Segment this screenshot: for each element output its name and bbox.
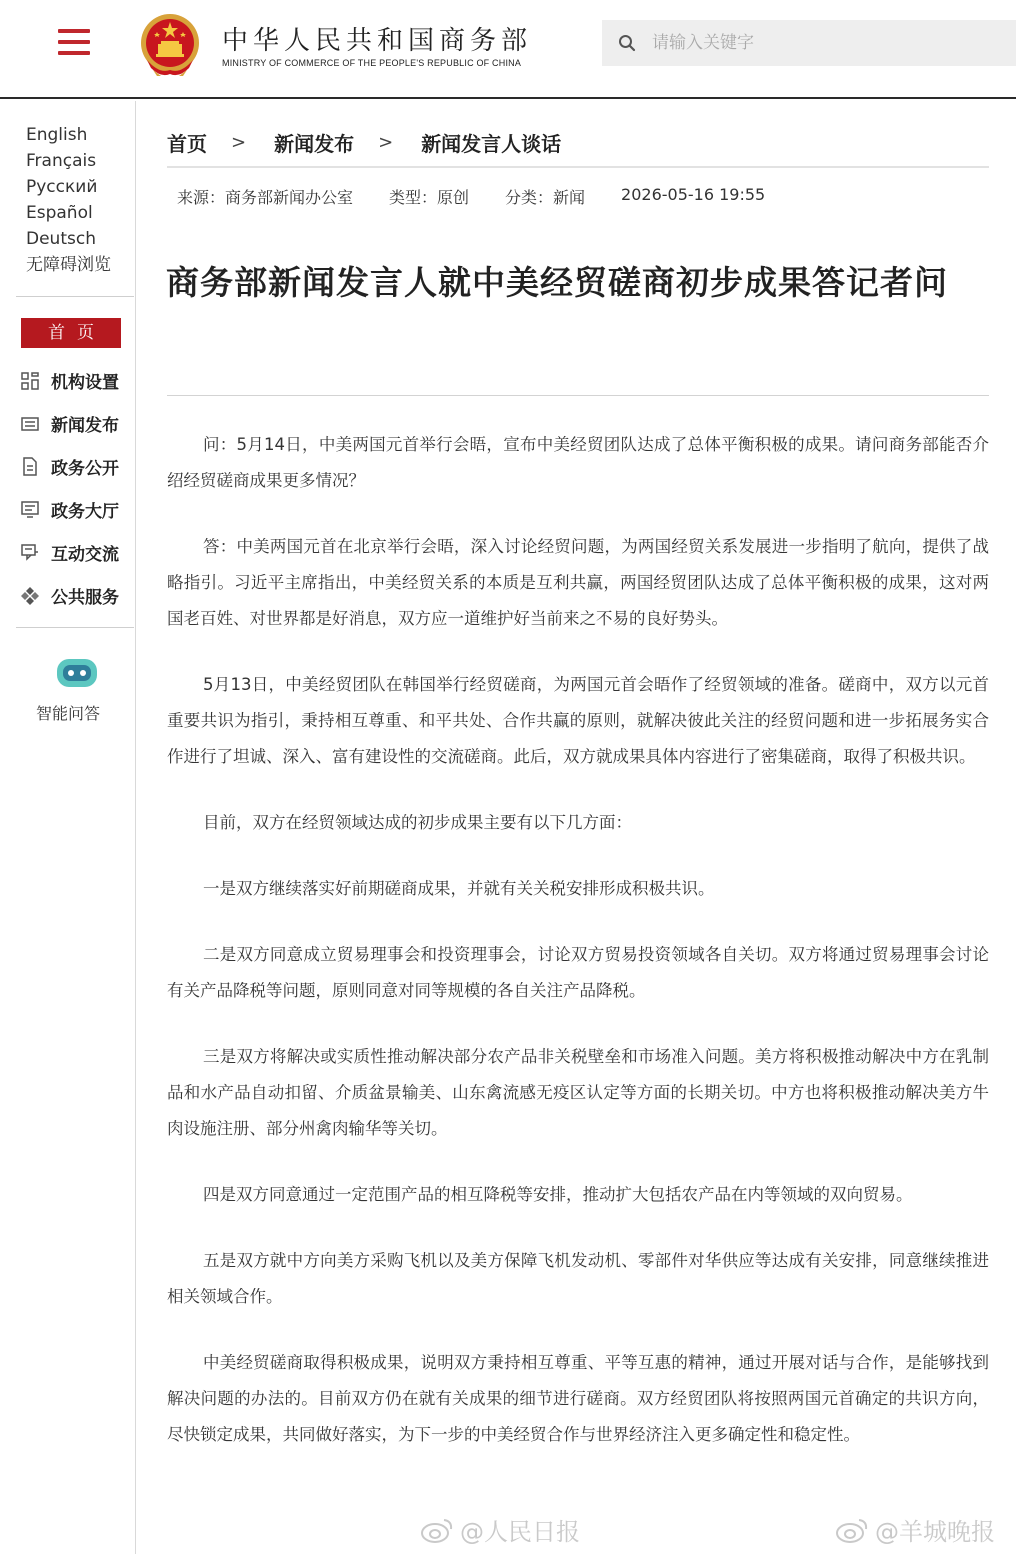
service-icon	[20, 586, 40, 606]
sidebar-nav	[20, 359, 119, 617]
news-icon	[20, 414, 40, 434]
article-paragraph: 二是双方同意成立贸易理事会和投资理事会，讨论双方贸易投资领域各自关切。双方将通过贸易理事会讨论有关产品降税等问题，原则同意对同等规模的各自关注产品降税。	[167, 945, 989, 1000]
grid-icon	[20, 371, 40, 391]
watermark-yangcheng	[835, 1512, 995, 1547]
article-paragraph: 问：5月14日，中美两国元首举行会晤，宣布中美经贸团队达成了总体平衡积极的成果。请问商务部能否介绍经贸磋商成果更多情况？	[167, 435, 989, 490]
lang-german-link[interactable]: Deutsch	[26, 229, 96, 249]
article-paragraph: 三是双方将解决或实质性推动解决部分农产品非关税壁垒和市场准入问题。美方将积极推动解决中方在乳制品和水产品自动扣留、介质盆景输美、山东禽流感无疫区认定等方面的长期关切。中方也将积极推动解决美方牛肉设施注册、部分州禽肉输华等关切。	[167, 1047, 989, 1138]
site-title[interactable]: 中华人民共和国商务部	[222, 26, 533, 56]
menu-icon[interactable]	[58, 29, 90, 55]
sidebar-item-public-service[interactable]	[20, 574, 119, 617]
chat-icon	[20, 543, 40, 563]
sidebar-item-label: 政务公开	[51, 459, 119, 479]
weibo-icon	[420, 1517, 454, 1543]
sidebar-divider	[16, 627, 134, 628]
sidebar-item-label: 新闻发布	[51, 416, 119, 436]
weibo-icon	[835, 1517, 869, 1543]
sidebar-item-label: 公共服务	[51, 588, 119, 608]
breadcrumb-spokesperson[interactable]: 新闻发言人谈话	[421, 132, 562, 156]
sidebar	[0, 101, 136, 1554]
site-subtitle: MINISTRY OF COMMERCE OF THE PEOPLE'S REPUBLIC OF CHINA	[222, 58, 522, 68]
breadcrumb-news[interactable]: 新闻发布	[274, 132, 355, 156]
article-meta	[177, 185, 765, 208]
article-paragraph: 一是双方继续落实好前期磋商成果，并就有关关税安排形成积极共识。	[203, 879, 715, 898]
meta-datetime: 2026-05-16 19:55	[621, 185, 766, 204]
breadcrumb-separator: >	[378, 132, 394, 153]
search-icon[interactable]	[618, 34, 636, 52]
lang-english-link[interactable]: English	[26, 125, 88, 145]
language-list	[26, 122, 111, 278]
sidebar-item-label: 互动交流	[51, 545, 119, 565]
assistant-label[interactable]: 智能问答	[35, 704, 100, 723]
watermark-text: @人民日报	[460, 1518, 580, 1546]
article-body	[167, 427, 989, 1453]
lang-french-link[interactable]: Français	[26, 151, 97, 171]
search-bar	[602, 20, 1016, 66]
breadcrumb-divider	[167, 166, 989, 168]
breadcrumb	[167, 128, 561, 157]
lang-spanish-link[interactable]: Español	[26, 203, 93, 223]
sidebar-item-gov-affairs[interactable]	[20, 445, 119, 488]
sidebar-item-label: 机构设置	[51, 373, 119, 393]
robot-assistant-icon[interactable]	[55, 656, 99, 690]
article-paragraph: 中美经贸磋商取得积极成果，说明双方秉持相互尊重、平等互惠的精神，通过开展对话与合作，是能够找到解决问题的办法的。目前双方仍在就有关成果的细节进行磋商。双方经贸团队将按照两国元首确定的共识方向，尽快锁定成果，共同做好落实，为下一步的中美经贸合作与世界经济注入更多确定性和稳定性。	[167, 1353, 989, 1444]
article-paragraph: 5月13日，中美经贸团队在韩国举行经贸磋商，为两国元首会晤作了经贸领域的准备。磋商中，双方以元首重要共识为指引，秉持相互尊重、和平共处、合作共赢的原则，就解决彼此关注的经贸问题和进一步拓展务实合作进行了坦诚、深入、富有建设性的交流磋商。此后，双方就成果具体内容进行了密集磋商，取得了积极共识。	[167, 675, 989, 766]
sidebar-item-service-hall[interactable]	[20, 488, 119, 531]
sidebar-item-organization[interactable]	[20, 359, 119, 402]
national-emblem-icon[interactable]	[139, 12, 201, 78]
article-paragraph: 五是双方就中方向美方采购飞机以及美方保障飞机发动机、零部件对华供应等达成有关安排，同意继续推进相关领域合作。	[167, 1251, 989, 1306]
sidebar-item-interaction[interactable]	[20, 531, 119, 574]
article-paragraph: 答：中美两国元首在北京举行会晤，深入讨论经贸问题，为两国经贸关系发展进一步指明了航向，提供了战略指引。习近平主席指出，中美经贸关系的本质是互利共赢，两国经贸团队达成了总体平衡积极的成果，这对两国老百姓、对世界都是好消息，双方应一道维护好当前来之不易的良好势头。	[167, 537, 989, 628]
sidebar-item-label: 政务大厅	[51, 502, 119, 522]
hall-icon	[20, 500, 40, 520]
meta-source: 来源：商务部新闻办公室	[177, 188, 354, 207]
breadcrumb-home[interactable]: 首页	[167, 132, 207, 156]
article-title: 商务部新闻发言人就中美经贸磋商初步成果答记者问	[166, 263, 948, 302]
accessibility-link[interactable]: 无障碍浏览	[26, 255, 111, 275]
breadcrumb-separator: >	[231, 132, 247, 153]
sidebar-home-button[interactable]: 首页	[21, 318, 121, 348]
search-input[interactable]	[652, 20, 1002, 66]
document-icon	[20, 457, 40, 477]
sidebar-item-news[interactable]	[20, 402, 119, 445]
article-paragraph: 目前，双方在经贸领域达成的初步成果主要有以下几方面：	[203, 813, 632, 832]
meta-type: 类型：原创	[389, 188, 470, 207]
article-paragraph: 四是双方同意通过一定范围产品的相互降税等安排，推动扩大包括农产品在内等领域的双向贸易。	[203, 1185, 913, 1204]
watermark-renmin	[420, 1512, 580, 1547]
site-header	[0, 0, 1016, 99]
meta-category: 分类：新闻	[505, 188, 586, 207]
lang-russian-link[interactable]: Русский	[26, 177, 98, 197]
sidebar-divider	[16, 296, 134, 297]
watermark-text: @羊城晚报	[875, 1518, 995, 1546]
title-divider	[167, 395, 989, 396]
